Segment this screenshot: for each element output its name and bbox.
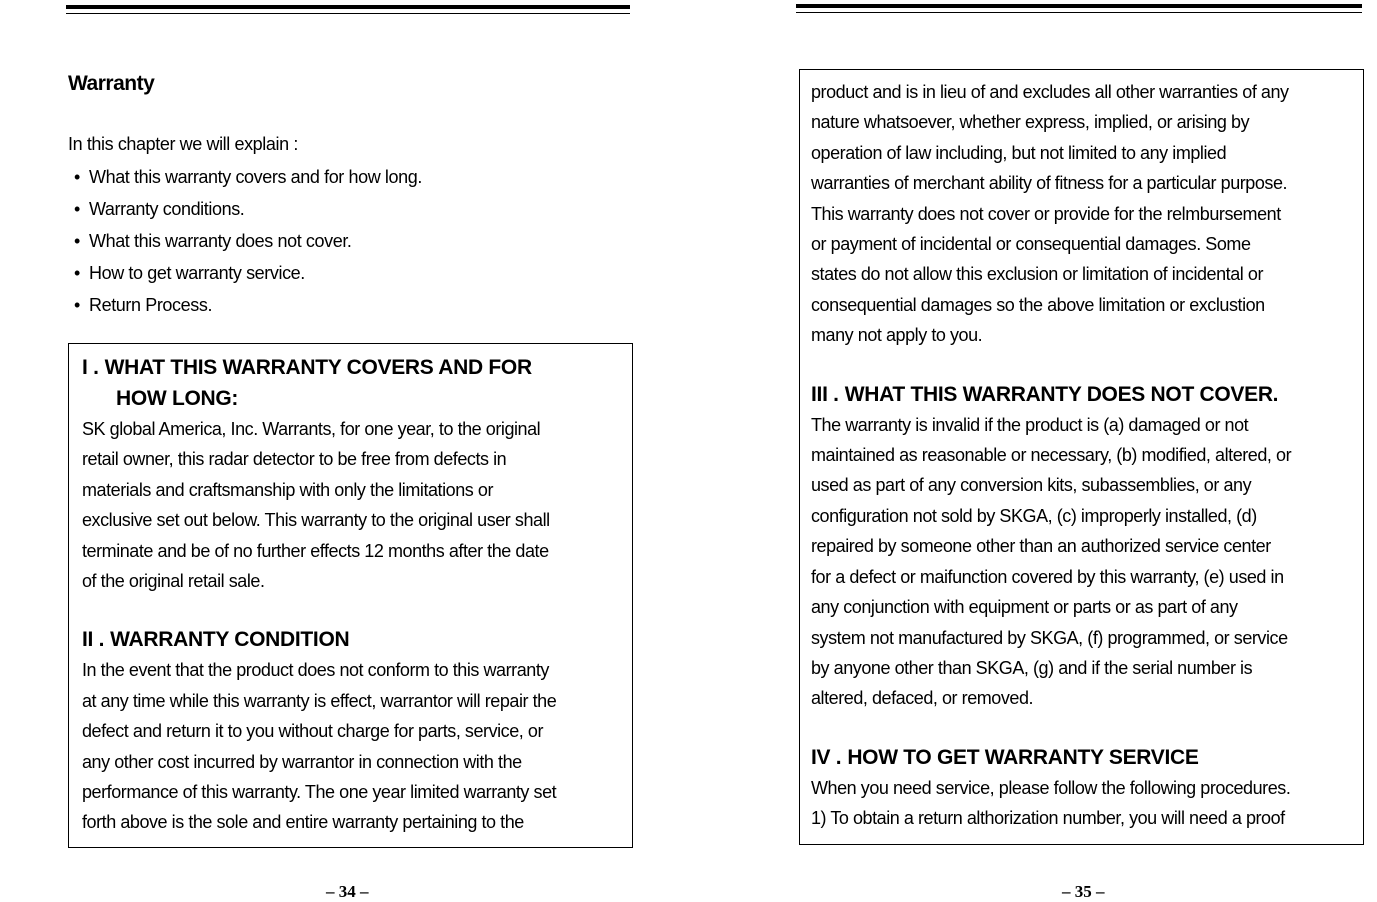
section-2-body bbox=[82, 655, 624, 837]
text-line: nature whatsoever, whether express, implied, or arising by bbox=[811, 112, 1250, 133]
section-heading-text: WHAT THIS WARRANTY DOES NOT COVER. bbox=[844, 382, 1279, 406]
text-line: defect and return it to you without charge for parts, service, or bbox=[82, 721, 543, 742]
text-line: altered, defaced, or removed. bbox=[811, 688, 1034, 709]
text-line: When you need service, please follow the following procedures. bbox=[811, 777, 1291, 798]
section-3-heading bbox=[811, 379, 1357, 410]
text-line: performance of this warranty. The one year limited warranty set bbox=[82, 782, 557, 803]
text-line: maintained as reasonable or necessary, (b) modified, altered, or bbox=[811, 445, 1292, 466]
text-line: used as part of any conversion kits, subassemblies, or any bbox=[811, 475, 1252, 496]
text-line: any other cost incurred by warrantor in connection with the bbox=[82, 751, 522, 772]
list-item: • What this warranty covers and for how long. bbox=[74, 166, 422, 198]
text-line: configuration not sold by SKGA, (c) improperly installed, (d) bbox=[811, 505, 1257, 526]
text-line: repaired by someone other than an authorized service center bbox=[811, 536, 1271, 557]
text-line: 1) To obtain a return althorization number, you will need a proof bbox=[811, 808, 1285, 829]
text-line: exclusive set out below. This warranty to the original user shall bbox=[82, 510, 550, 531]
section-numeral: III . bbox=[811, 382, 839, 406]
text-line: or payment of incidental or consequential damages. Some bbox=[811, 234, 1251, 255]
text-line: any conjunction with equipment or parts or as part of any bbox=[811, 597, 1238, 618]
text-line: at any time while this warranty is effect, warrantor will repair the bbox=[82, 690, 557, 711]
text-line: for a defect or maifunction covered by this warranty, (e) used in bbox=[811, 566, 1284, 587]
warranty-text-box-right bbox=[799, 69, 1364, 845]
text-line: consequential damages so the above limitation or exclustion bbox=[811, 294, 1265, 315]
section-3-body bbox=[811, 410, 1357, 714]
text-line: states do not allow this exclusion or limitation of incidental or bbox=[811, 264, 1263, 285]
section-heading-text: WARRANTY CONDITION bbox=[110, 628, 350, 652]
section-heading-text: HOW TO GET WARRANTY SERVICE bbox=[847, 745, 1199, 769]
page-number-left: – 34 – bbox=[326, 882, 369, 901]
section-heading-text: WHAT THIS WARRANTY COVERS AND FOR bbox=[104, 356, 532, 379]
text-line: In the event that the product does not conform to this warranty bbox=[82, 660, 549, 681]
section-2-heading bbox=[82, 624, 624, 655]
list-item: • How to get warranty service. bbox=[74, 262, 422, 294]
text-line: retail owner, this radar detector to be free from defects in bbox=[82, 449, 507, 470]
text-line: operation of law including, but not limited to any implied bbox=[811, 142, 1227, 163]
text-line: terminate and be of no further effects 12 months after the date bbox=[82, 540, 549, 561]
section-numeral: II . bbox=[82, 628, 105, 652]
list-item: • Warranty conditions. bbox=[74, 198, 422, 230]
section-1-body bbox=[82, 414, 624, 596]
list-item: • What this warranty does not cover. bbox=[74, 230, 422, 262]
text-line: product and is in lieu of and excludes all other warranties of any bbox=[811, 82, 1289, 102]
chapter-topics-list bbox=[74, 166, 422, 326]
warranty-text-box-left bbox=[68, 343, 633, 848]
right-top-rule bbox=[796, 4, 1362, 8]
left-top-rule-thin bbox=[66, 13, 630, 14]
text-line: of the original retail sale. bbox=[82, 571, 265, 592]
text-line: warranties of merchant ability of fitness for a particular purpose. bbox=[811, 173, 1288, 194]
right-top-rule-thin bbox=[796, 12, 1362, 13]
page-number-right: – 35 – bbox=[1062, 882, 1105, 901]
text-line: SK global America, Inc. Warrants, for one year, to the original bbox=[82, 419, 541, 439]
section-1-heading bbox=[82, 352, 624, 414]
chapter-intro: In this chapter we will explain : bbox=[68, 134, 298, 154]
section-4-body bbox=[811, 773, 1357, 834]
section-4-heading bbox=[811, 742, 1357, 773]
text-line: The warranty is invalid if the product is (a) damaged or not bbox=[811, 414, 1249, 435]
section-heading-text: HOW LONG: bbox=[116, 387, 239, 410]
section-numeral: IV . bbox=[811, 745, 842, 769]
left-top-rule bbox=[66, 5, 630, 9]
text-line: materials and craftsmanship with only the limitations or bbox=[82, 479, 493, 500]
text-line: system not manufactured by SKGA, (f) programmed, or service bbox=[811, 627, 1288, 648]
page-title: Warranty bbox=[68, 72, 155, 95]
text-line: This warranty does not cover or provide for the relmbursement bbox=[811, 203, 1281, 224]
list-item: • Return Process. bbox=[74, 294, 422, 326]
text-line: forth above is the sole and entire warranty pertaining to the bbox=[82, 812, 524, 833]
text-line: by anyone other than SKGA, (g) and if the serial number is bbox=[811, 657, 1253, 678]
section-numeral: I . bbox=[82, 356, 99, 379]
text-line: many not apply to you. bbox=[811, 325, 983, 346]
continued-body bbox=[811, 77, 1357, 351]
